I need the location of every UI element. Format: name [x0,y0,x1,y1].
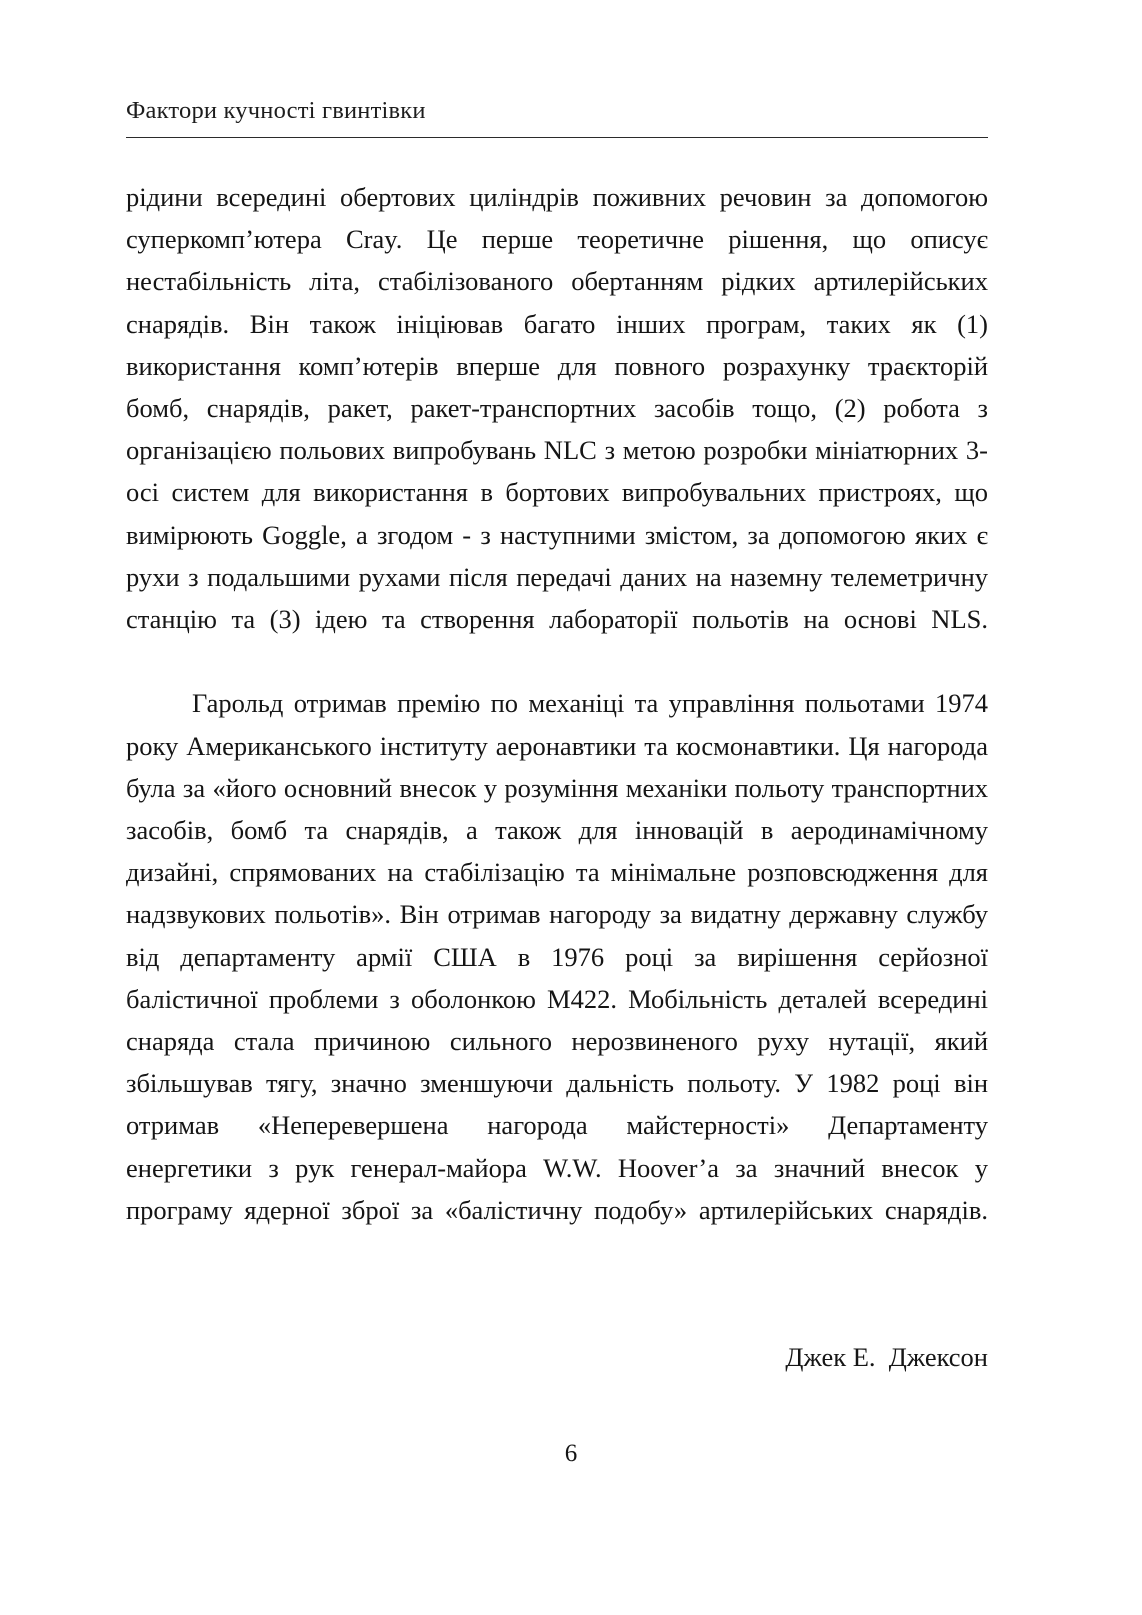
page-footer [0,1440,1142,1468]
paragraph-1: рідини всередині обертових циліндрів поживних речовин за допомогою суперкомп’ютера Cray. Це перше теоретичне рішення, що описує нестабільність літа, стабілізованого обертанням рідких артилерійських снарядів. Він також ініціював багато інших програм, таких як (1) використання комп’ютерів вперше для повного розрахунку траєкторій бомб, снарядів, ракет, ракет-транспортних засобів тощо, (2) робота з організацією польових випробувань NLC з метою розробки мініатюрних 3-осі систем для використання в бортових випробувальних пристроях, що вимірюють Goggle, а згодом - з наступними змістом, за допомогою яких є рухи з подальшими рухами після передачі даних на наземну телеметричну станцію та (3) ідею та створення лабораторії польотів на основі NLS. [126,182,988,635]
paragraph-2: Гарольд отримав премію по механіці та управління польотами 1974 року Американського інституту аеронавтики та космонавтики. Ця нагорода була за «його основний внесок у розуміння механіки польоту транспортних засобів, бомб та снарядів, а також для інновацій в аеродинамічному дизайні, спрямованих на стабілізацію та мінімальне розповсюдження для надзвукових польотів». Він отримав нагороду за видатну державну службу від департаменту армії США в 1976 році за вирішення серйозної балістичної проблеми з оболонкою М422. Мобільність деталей всередині снаряда стала причиною сильного нерозвиненого руху нутації, який збільшував тягу, значно зменшуючи дальність польоту. У 1982 році він отримав «Неперевершена нагорода майстерності» Департаменту енергетики з рук генерал-майора W.W. Hoover’а за значний внесок у програму ядерної зброї за «балістичну подобу» артилерійських снарядів. [126,688,988,1225]
running-head: Фактори кучності гвинтівки [126,97,426,124]
page-number: 6 [564,1440,578,1467]
body-text [126,176,988,1273]
page-header [126,96,988,146]
signature-block [126,1340,988,1374]
header-rule-divider [126,137,988,138]
author-signature: Джек Е. Джексон [785,1342,988,1372]
